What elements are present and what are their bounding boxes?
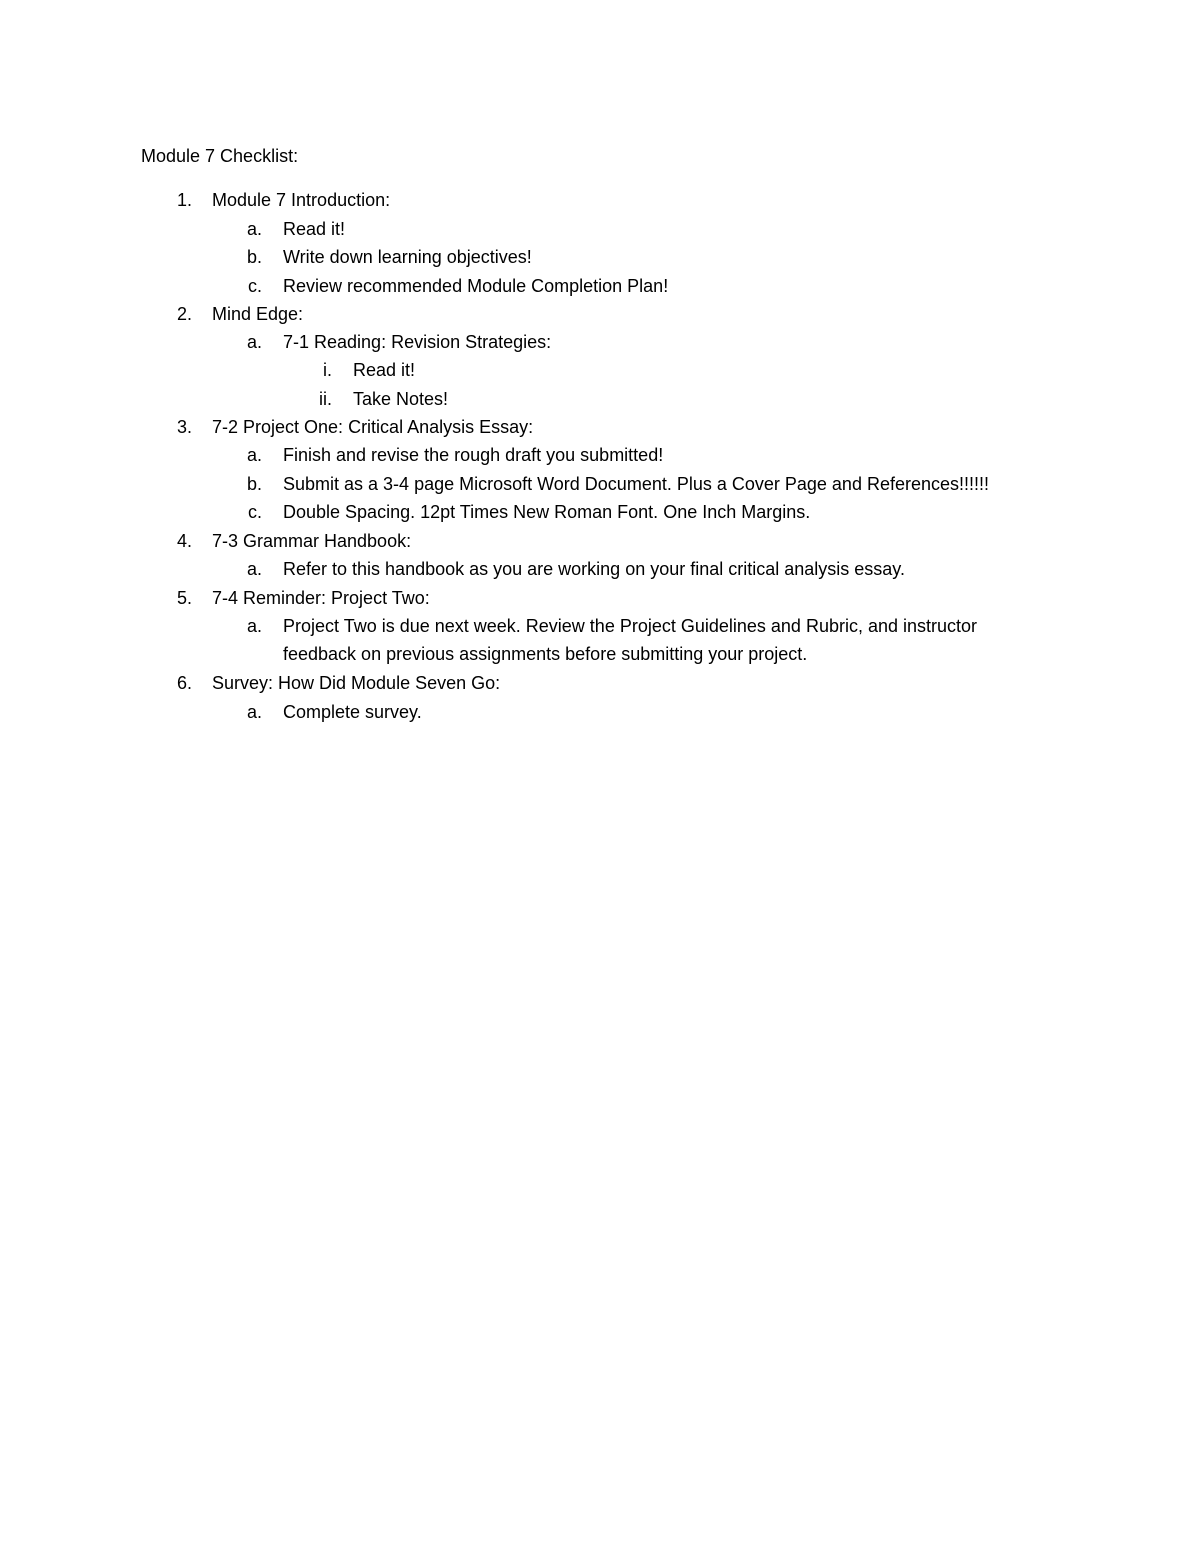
list-marker: a.: [246, 702, 262, 722]
list-subitem-text: Complete survey.: [283, 702, 422, 722]
list-subitem-text: 7-1 Reading: Revision Strategies:: [283, 332, 552, 352]
list-marker: a.: [246, 445, 262, 465]
list-marker: b.: [246, 474, 262, 494]
list-item-text: Mind Edge:: [212, 304, 304, 324]
list-subitem-text: Read it!: [283, 219, 346, 239]
list-item-text: 7-3 Grammar Handbook:: [212, 531, 412, 551]
list-marker: c.: [247, 276, 262, 296]
list-marker: b.: [246, 247, 262, 267]
list-marker: 2.: [176, 304, 192, 324]
list-marker: a.: [246, 559, 262, 579]
list-subitem-text: Refer to this handbook as you are working on your final critical analysis essay.: [283, 559, 905, 579]
list-subsubitem-text: Take Notes!: [353, 389, 449, 409]
list-marker: 3.: [176, 417, 192, 437]
list-marker: 4.: [176, 531, 192, 551]
document-title: Module 7 Checklist:: [141, 146, 299, 166]
list-marker: a.: [246, 219, 262, 239]
list-marker: a.: [246, 332, 262, 352]
list-marker: 1.: [176, 190, 192, 210]
list-item-text: Module 7 Introduction:: [212, 190, 391, 210]
list-marker: ii.: [319, 389, 332, 409]
list-subitem-text: Project Two is due next week. Review the Project Guidelines and Rubric, and instructor: [283, 616, 978, 636]
list-subitem-text: feedback on previous assignments before submitting your project.: [283, 644, 808, 664]
list-marker: 5.: [176, 588, 192, 608]
list-subitem-text: Submit as a 3-4 page Microsoft Word Document. Plus a Cover Page and References!!!!!!: [283, 474, 990, 494]
list-marker: a.: [246, 616, 262, 636]
list-item-text: 7-2 Project One: Critical Analysis Essay:: [212, 417, 534, 437]
list-marker: i.: [323, 360, 332, 380]
list-subsubitem-text: Read it!: [353, 360, 416, 380]
list-subitem-text: Finish and revise the rough draft you submitted!: [283, 445, 664, 465]
list-item-text: 7-4 Reminder: Project Two:: [212, 588, 430, 608]
list-subitem-text: Write down learning objectives!: [283, 247, 532, 267]
list-subitem-text: Double Spacing. 12pt Times New Roman Font. One Inch Margins.: [283, 502, 811, 522]
list-marker: 6.: [176, 673, 192, 693]
list-marker: c.: [247, 502, 262, 522]
list-subitem-text: Review recommended Module Completion Plan!: [283, 276, 669, 296]
list-item-text: Survey: How Did Module Seven Go:: [212, 673, 501, 693]
